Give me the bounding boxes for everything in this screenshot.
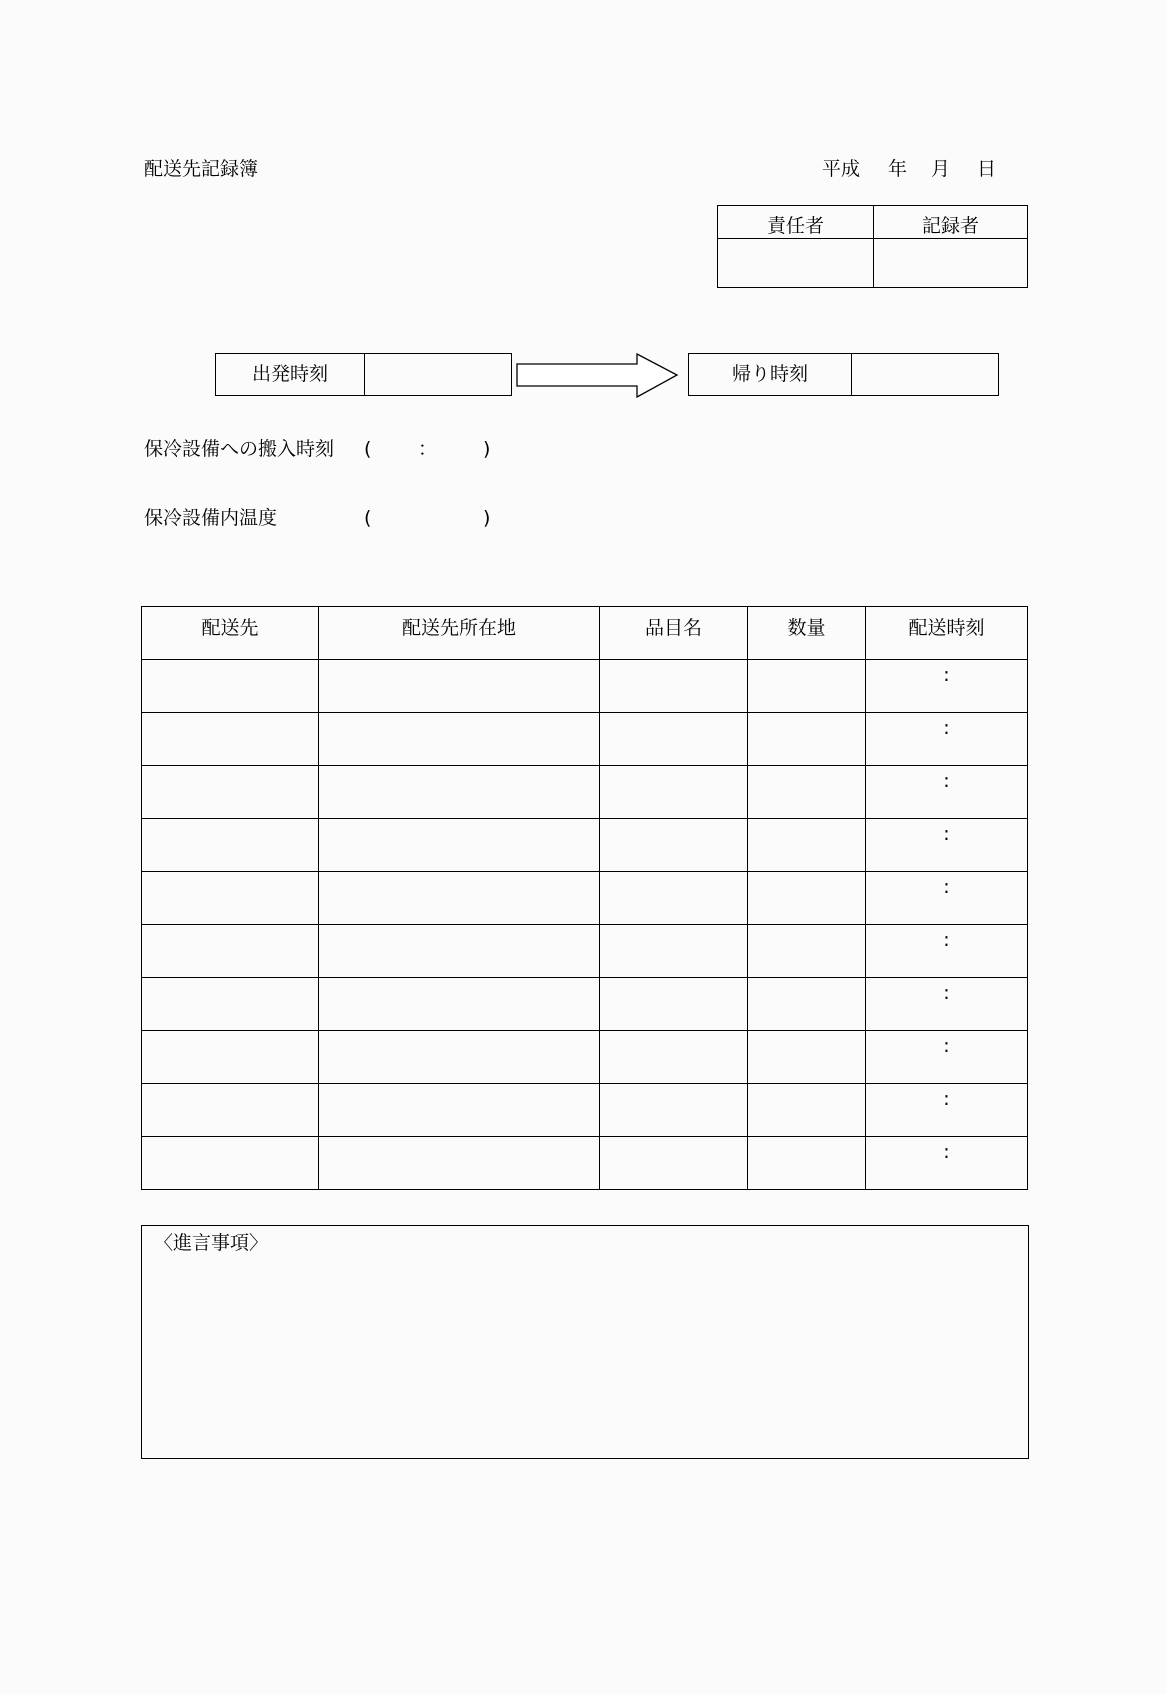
table-row (142, 660, 1028, 713)
destination-cell[interactable] (142, 1137, 319, 1190)
item-name-cell[interactable] (600, 713, 748, 766)
table-row (142, 925, 1028, 978)
item-name-cell[interactable] (600, 660, 748, 713)
address-cell[interactable] (319, 660, 600, 713)
item-name-cell[interactable] (600, 766, 748, 819)
date-era: 平成 (822, 158, 861, 180)
notes-box[interactable] (141, 1225, 1029, 1459)
address-cell[interactable] (319, 978, 600, 1031)
quantity-cell[interactable] (748, 660, 866, 713)
item-name-cell[interactable] (600, 978, 748, 1031)
delivery-table (141, 606, 1028, 1190)
quantity-cell[interactable] (748, 925, 866, 978)
table-row (142, 1137, 1028, 1190)
destination-cell[interactable] (142, 1031, 319, 1084)
table-row (142, 1031, 1028, 1084)
delivery-time-cell[interactable]: : (866, 713, 1028, 766)
header-delivery-time: 配送時刻 (866, 607, 1028, 660)
departure-label: 出発時刻 (216, 354, 365, 396)
item-name-cell[interactable] (600, 872, 748, 925)
responsible-signature-field[interactable] (718, 239, 874, 288)
destination-cell[interactable] (142, 713, 319, 766)
table-row (142, 713, 1028, 766)
delivery-time-cell[interactable]: : (866, 660, 1028, 713)
header-item-name: 品目名 (600, 607, 748, 660)
responsible-header: 責任者 (718, 206, 874, 239)
quantity-cell[interactable] (748, 819, 866, 872)
delivery-time-cell[interactable]: : (866, 978, 1028, 1031)
delivery-time-cell[interactable]: : (866, 1084, 1028, 1137)
table-row (142, 819, 1028, 872)
table-header-row (142, 607, 1028, 660)
delivery-time-cell[interactable]: : (866, 1137, 1028, 1190)
table-row (142, 766, 1028, 819)
quantity-cell[interactable] (748, 766, 866, 819)
table-row (142, 872, 1028, 925)
entry-time-label: 保冷設備への搬入時刻 (144, 438, 335, 460)
quantity-cell[interactable] (748, 713, 866, 766)
recorder-signature-field[interactable] (874, 239, 1028, 288)
entry-time-colon: ： (418, 438, 438, 460)
destination-cell[interactable] (142, 1084, 319, 1137)
item-name-cell[interactable] (600, 1031, 748, 1084)
destination-cell[interactable] (142, 766, 319, 819)
quantity-cell[interactable] (748, 872, 866, 925)
table-row (142, 1084, 1028, 1137)
header-destination: 配送先 (142, 607, 319, 660)
header-address: 配送先所在地 (319, 607, 600, 660)
address-cell[interactable] (319, 925, 600, 978)
temperature-label: 保冷設備内温度 (144, 507, 278, 529)
destination-cell[interactable] (142, 872, 319, 925)
entry-time-close-paren: ) (483, 438, 491, 460)
destination-cell[interactable] (142, 925, 319, 978)
delivery-time-cell[interactable]: : (866, 925, 1028, 978)
return-time-box (688, 353, 999, 396)
quantity-cell[interactable] (748, 1031, 866, 1084)
address-cell[interactable] (319, 1084, 600, 1137)
address-cell[interactable] (319, 1137, 600, 1190)
recorder-header: 記録者 (874, 206, 1028, 239)
date-day: 日 (977, 158, 997, 180)
item-name-cell[interactable] (600, 1137, 748, 1190)
destination-cell[interactable] (142, 660, 319, 713)
temperature-close-paren: ) (483, 507, 491, 529)
signature-table (717, 205, 1028, 288)
delivery-time-cell[interactable]: : (866, 1031, 1028, 1084)
delivery-time-cell[interactable]: : (866, 819, 1028, 872)
address-cell[interactable] (319, 713, 600, 766)
address-cell[interactable] (319, 766, 600, 819)
date-month: 月 (931, 158, 951, 180)
departure-time-field[interactable] (365, 354, 512, 396)
return-time-field[interactable] (852, 354, 999, 396)
header-quantity: 数量 (748, 607, 866, 660)
document-title: 配送先記録簿 (144, 158, 259, 180)
destination-cell[interactable] (142, 819, 319, 872)
notes-label: 〈進言事項〉 (154, 1232, 269, 1254)
destination-cell[interactable] (142, 978, 319, 1031)
address-cell[interactable] (319, 1031, 600, 1084)
arrow-right-icon (515, 352, 679, 400)
quantity-cell[interactable] (748, 1137, 866, 1190)
return-label: 帰り時刻 (689, 354, 852, 396)
address-cell[interactable] (319, 872, 600, 925)
address-cell[interactable] (319, 819, 600, 872)
departure-time-box (215, 353, 512, 396)
delivery-time-cell[interactable]: : (866, 766, 1028, 819)
date-year: 年 (888, 158, 908, 180)
item-name-cell[interactable] (600, 1084, 748, 1137)
item-name-cell[interactable] (600, 819, 748, 872)
temperature-open-paren: ( (364, 507, 372, 529)
delivery-time-cell[interactable]: : (866, 872, 1028, 925)
table-row (142, 978, 1028, 1031)
entry-time-open-paren: ( (364, 438, 372, 460)
quantity-cell[interactable] (748, 1084, 866, 1137)
quantity-cell[interactable] (748, 978, 866, 1031)
item-name-cell[interactable] (600, 925, 748, 978)
